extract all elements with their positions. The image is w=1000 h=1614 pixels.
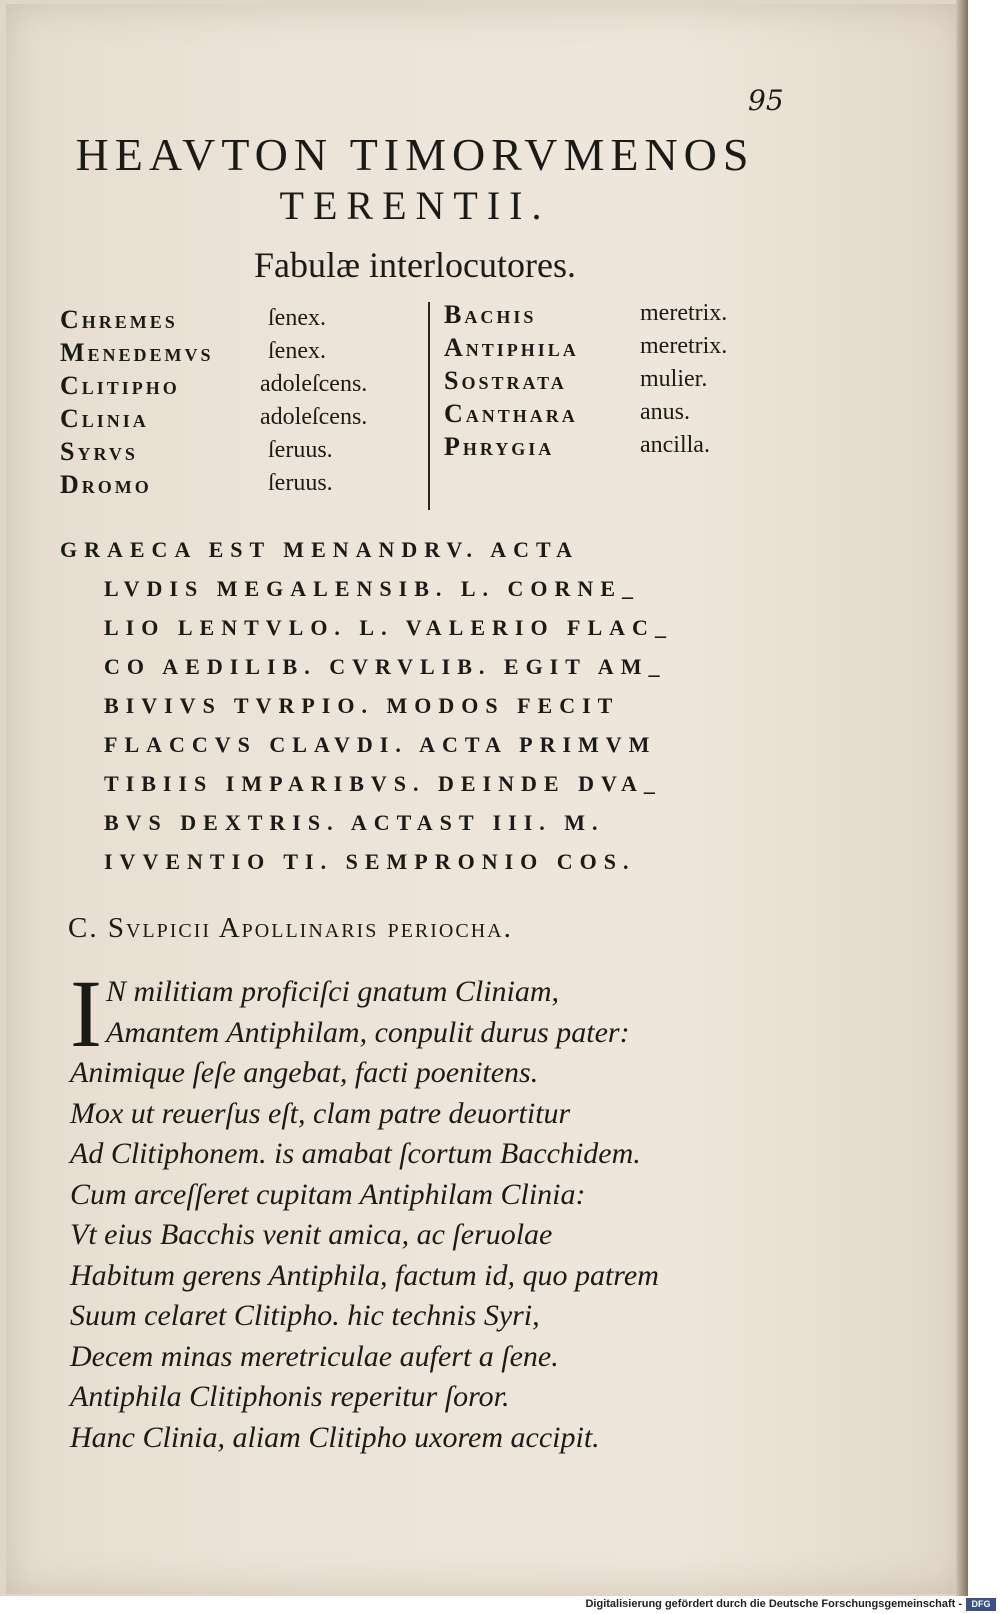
character-name: Syrvs xyxy=(60,437,138,466)
didascalia-line: LVDIS MEGALENSIB. L. CORNE_ xyxy=(104,576,640,601)
character-name: Phrygia xyxy=(444,432,555,461)
didascalia-line: BIVIVS TVRPIO. MODOS FECIT xyxy=(104,693,620,718)
character-role: ſeruus. xyxy=(268,470,333,496)
periocha-verses xyxy=(70,960,790,1458)
character-name: Canthara xyxy=(444,399,578,428)
page-number: 95 xyxy=(748,84,784,117)
verse-line: Hanc Clinia, aliam Clitipho uxorem accipit. xyxy=(70,1420,600,1454)
page-edge xyxy=(956,0,968,1596)
character-role: meretrix. xyxy=(640,333,728,359)
didascalia-line: FLACCVS CLAVDI. ACTA PRIMVM xyxy=(104,732,657,757)
character-name: Dromo xyxy=(60,470,152,499)
character-role: ancilla. xyxy=(640,432,710,458)
character-role: mulier. xyxy=(640,366,708,392)
character-role: ſeruus. xyxy=(268,437,333,463)
didascalia-line: IVVENTIO TI. SEMPRONIO COS. xyxy=(104,849,636,874)
character-name: Clinia xyxy=(60,404,149,433)
character-role: adoleſcens. xyxy=(260,404,368,430)
drop-capital: I xyxy=(70,960,102,1067)
funding-credit: Digitalisierung gefördert durch die Deutsche Forschungsgemeinschaft - xyxy=(585,1598,962,1610)
character-name: Chremes xyxy=(60,305,178,334)
subtitle: Fabulæ interlocutores. xyxy=(254,245,576,285)
character-role: adoleſcens. xyxy=(260,371,368,397)
verse-line: Antiphila Clitiphonis reperitur ſoror. xyxy=(70,1380,510,1413)
character-name: Clitipho xyxy=(60,371,180,400)
verse-line: Animique ſeſe angebat, facti poenitens. xyxy=(70,1056,539,1089)
verse-line: Mox ut reuerſus eſt, clam patre deuortitur xyxy=(70,1096,571,1130)
verse-line: N militiam proficiſci gnatum Cliniam, xyxy=(106,975,560,1008)
title-line-1: HEAVTON TIMORVMENOS xyxy=(75,129,755,180)
dfg-logo[interactable]: DFG xyxy=(966,1598,996,1611)
character-name: Bachis xyxy=(444,300,537,329)
didascalia-line: BVS DEXTRIS. ACTAST III. M. xyxy=(104,810,605,835)
didascalia xyxy=(60,530,780,881)
character-name: Menedemvs xyxy=(60,338,214,367)
character-role: meretrix. xyxy=(640,300,728,326)
verse-line: Amantem Antiphilam, conpulit durus pater: xyxy=(106,1015,630,1049)
periocha-title: C. Svlpicii Apollinaris periocha. xyxy=(68,912,513,944)
character-name: Sostrata xyxy=(444,366,567,395)
character-name: Antiphila xyxy=(444,333,579,362)
verse-line: Vt eius Bacchis venit amica, ac ſeruolae xyxy=(70,1218,553,1251)
didascalia-line: TIBIIS IMPARIBVS. DEINDE DVA_ xyxy=(104,771,662,796)
didascalia-line: CO AEDILIB. CVRVLIB. EGIT AM_ xyxy=(104,654,667,679)
character-role: anus. xyxy=(640,399,690,425)
verse-line: Decem minas meretriculae aufert a ſene. xyxy=(70,1339,559,1373)
character-role: ſenex. xyxy=(268,338,326,364)
verse-line: Suum celaret Clitipho. hic technis Syri, xyxy=(70,1299,540,1332)
verse-line: Ad Clitiphonem. is amabat ſcortum Bacchidem. xyxy=(70,1137,641,1170)
character-role: ſenex. xyxy=(268,305,326,331)
title-line-2: TERENTII. xyxy=(279,183,551,228)
verse-line: Cum arceſſeret cupitam Antiphilam Clinia: xyxy=(70,1177,586,1211)
didascalia-line: LIO LENTVLO. L. VALERIO FLAC_ xyxy=(104,615,673,640)
column-divider xyxy=(428,302,430,510)
verse-line: Habitum gerens Antiphila, factum id, quo patrem xyxy=(70,1258,659,1292)
didascalia-line: GRAECA EST MENANDRV. ACTA xyxy=(60,537,579,562)
